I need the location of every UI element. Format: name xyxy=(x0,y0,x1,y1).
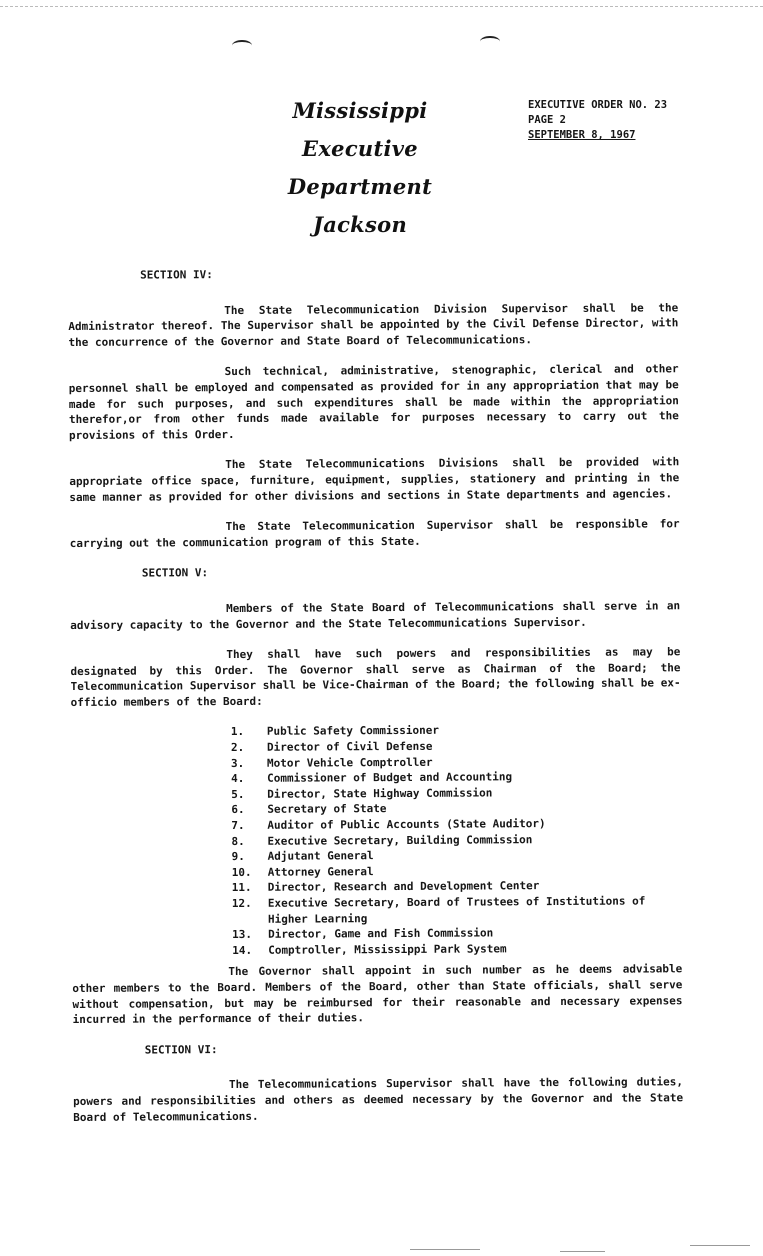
section-v-paragraph: They shall have such powers and responsibilities as may be designated by this Order. The Governor shall serve as Chairman of the Board; the Telecommunication Supervisor shall be Vice-Chairman of the Board; the following shall be ex-officio members of the Board: xyxy=(70,645,681,709)
item-text: Adjutant General xyxy=(267,849,374,864)
section-iv-paragraph: The State Telecommunication Division Supervisor shall be the Administrator thereof. The Supervisor shall be appointed by the Civil Defense Director, with the concurrence of the Governor and State Board of Telecommunications. xyxy=(68,300,679,349)
board-members-list xyxy=(71,722,682,960)
bottom-scan-line xyxy=(690,1245,750,1246)
section-v-heading: SECTION V: xyxy=(141,566,209,580)
item-number: 12. xyxy=(231,896,252,911)
section-vi-paragraph: The Telecommunications Supervisor shall have the following duties, powers and responsibilities and others as deemed necessary by the Governor and the State Board of Telecommunications. xyxy=(73,1075,684,1124)
item-text: Attorney General xyxy=(267,864,374,879)
item-number: 3. xyxy=(230,756,245,770)
item-text: Executive Secretary, Building Commission xyxy=(267,832,533,848)
item-number: 2. xyxy=(230,740,245,755)
item-number: 7. xyxy=(231,818,245,833)
section-iv-paragraph: The State Telecommunications Divisions shall be provided with appropriate office space, furniture, equipment, supplies, stationery and printing in the same manner as provided for other divisions and sections in State departments and agencies. xyxy=(69,455,680,504)
item-text: Director of Civil Defense xyxy=(266,739,433,754)
item-text: Motor Vehicle Comptroller xyxy=(266,755,433,770)
section-v-paragraph: Members of the State Board of Telecommunications shall serve in an advisory capacity to the Governor and the State Telecommunications Supervisor. xyxy=(70,599,681,632)
item-text: Director, Game and Fish Commission xyxy=(268,926,494,941)
item-text: Commissioner of Budget and Accounting xyxy=(267,770,513,786)
section-vi-heading: SECTION VI: xyxy=(144,1042,218,1057)
top-dashed-border xyxy=(0,6,763,7)
item-number: 8. xyxy=(231,834,245,848)
section-iv-paragraph: Such technical, administrative, stenographic, clerical and other personnel shall be employed and compensated as provided for in any appropriation that may be made for such purposes, and such expenditures shall be made within the appropriation therefor,or from other funds made available for purposes necessary to carry out the provisions of this Order. xyxy=(68,362,679,442)
letterhead xyxy=(230,92,490,244)
item-text: Secretary of State xyxy=(267,802,387,817)
item-text: Auditor of Public Accounts (State Auditor) xyxy=(267,817,546,832)
letterhead-department: Executive Department xyxy=(287,136,433,199)
item-number: 9. xyxy=(231,850,245,864)
order-number: EXECUTIVE ORDER NO. 23 xyxy=(528,99,668,111)
item-text: Comptroller, Mississippi Park System xyxy=(268,942,507,957)
list-item xyxy=(232,893,682,927)
item-number: 5. xyxy=(231,787,245,801)
item-text: Public Safety Commissioner xyxy=(266,724,440,739)
letterhead-state: Mississippi xyxy=(292,98,428,123)
page-number: PAGE 2 xyxy=(528,114,566,126)
section-v-paragraph: The Governor shall appoint in such number as he deems advisable other members to the Board. Members of the Board, other than State officials, shall serve without compensation, but may be reimbursed for their reasonable and necessary expenses incurred in the performance of their duties. xyxy=(72,962,683,1027)
section-iv-heading: SECTION IV: xyxy=(140,268,213,282)
item-number: 4. xyxy=(231,772,245,786)
item-number: 1. xyxy=(230,725,245,739)
bottom-scan-line xyxy=(560,1251,605,1252)
item-number: 14. xyxy=(232,943,253,957)
item-text: Director, Research and Development Center xyxy=(267,879,540,895)
item-text: Director, State Highway Commission xyxy=(267,786,493,801)
item-number: 6. xyxy=(231,803,245,817)
order-date: SEPTEMBER 8, 1967 xyxy=(528,129,636,141)
item-text: Executive Secretary, Board of Trustees of Institutions of Higher Learning xyxy=(267,894,646,926)
letterhead-city: Jackson xyxy=(312,212,408,237)
item-number: 13. xyxy=(232,928,252,942)
item-number: 10. xyxy=(231,865,252,879)
bottom-scan-line xyxy=(410,1249,480,1250)
document-body xyxy=(68,264,683,1140)
order-reference xyxy=(528,98,667,143)
section-iv-paragraph: The State Telecommunication Supervisor shall be responsible for carrying out the communication program of this State. xyxy=(69,517,680,550)
list-item xyxy=(232,940,682,958)
punch-mark-left xyxy=(232,40,252,51)
punch-mark-right xyxy=(480,36,500,47)
item-number: 11. xyxy=(231,881,252,895)
